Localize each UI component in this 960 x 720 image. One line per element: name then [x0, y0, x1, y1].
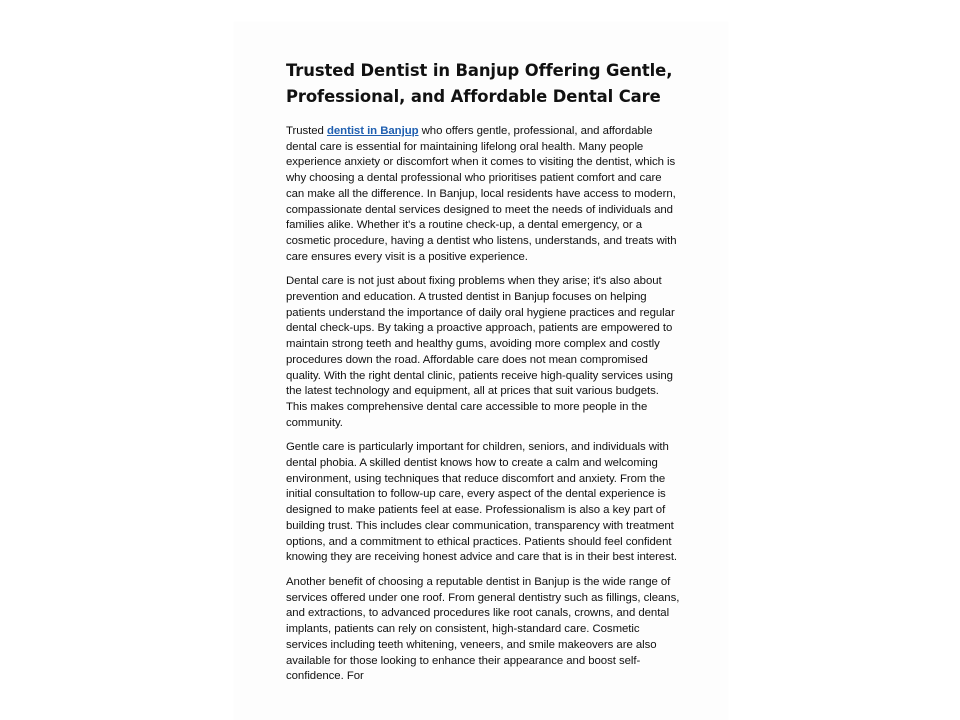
- article: [286, 58, 681, 694]
- paragraph-4: Another benefit of choosing a reputable dentist in Banjup is the wide range of services offered under one roof. From general dentistry such as fillings, cleans, and extractions, to advanced procedures like root canals, crowns, and dental implants, patients can rely on consistent, high-standard care. Cosmetic services including teeth whitening, veneers, and smile makeovers are also available for those looking to enhance their appearance and boost self-confidence. For: [286, 575, 680, 683]
- paragraph-1: [286, 124, 681, 265]
- article-title: Trusted Dentist in Banjup Offering Gentle, Professional, and Affordable Dental Care: [286, 61, 673, 106]
- dentist-in-banjup-link[interactable]: dentist in Banjup: [326, 125, 419, 137]
- paragraph-3: Gentle care is particularly important for children, seniors, and individuals with dental phobia. A skilled dentist knows how to create a calm and welcoming environment, using techniques that reduce discomfort and anxiety. From the initial consultation to follow-up care, every aspect of the dental experience is designed to make patients feel at ease. Professionalism is also a key part of building trust. This includes clear communication, transparency with treatment options, and a commitment to ethical practices. Patients should feel confident knowing they are receiving honest advice and care that is in their best interest.: [286, 441, 678, 564]
- paragraph-2: Dental care is not just about fixing problems when they arise; it's also about prevention and education. A trusted dentist in Banjup focuses on helping patients understand the importance of daily oral hygiene practices and regular dental check-ups. By taking a proactive approach, patients are empowered to maintain strong teeth and healthy gums, avoiding more complex and costly procedures down the road. Affordable care does not mean compromised quality. With the right dental clinic, patients receive high-quality services using the latest technology and equipment, all at prices that suit various budgets. This makes comprehensive dental care accessible to more people in the community.: [286, 275, 675, 429]
- paragraph-1-lead: Trusted: [286, 125, 327, 137]
- paragraph-1-text: who offers gentle, professional, and affordable dental care is essential for maintaining lifelong oral health. Many people experience anxiety or discomfort when it comes to visiting the dentist, which is why choosing a dental professional who prioritises patient comfort and care can make all the difference. In Banjup, local residents have access to modern, compassionate dental services designed to meet the needs of individuals and families alike. Whether it's a routine check-up, a dental emergency, or a cosmetic procedure, having a dentist who listens, understands, and treats with care ensures every visit is a positive experience.: [286, 125, 677, 263]
